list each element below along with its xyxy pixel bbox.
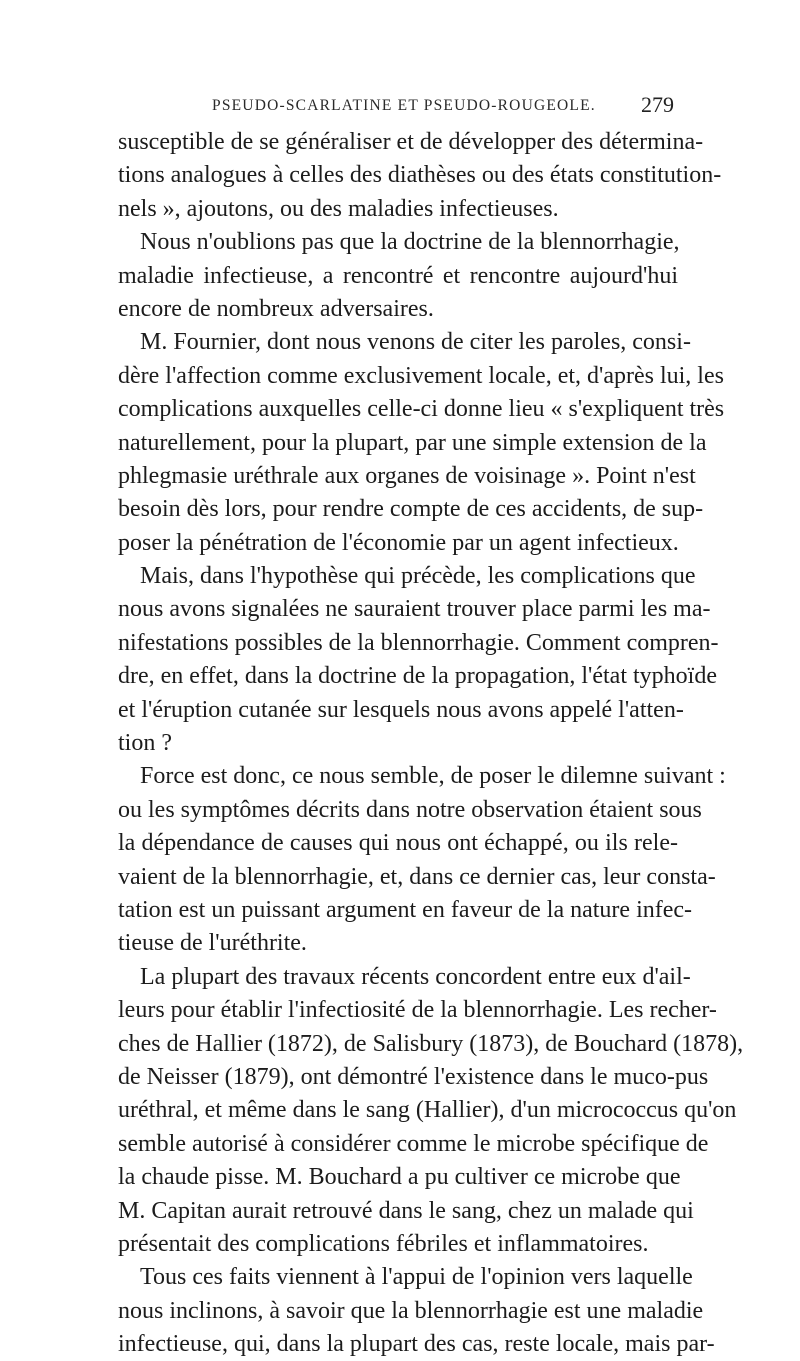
page-number: 279 (641, 92, 674, 117)
text-line: la dépendance de causes qui nous ont échappé, ou ils rele- (118, 830, 678, 857)
text-line: Force est donc, ce nous semble, de poser le dilemne suivant : (140, 763, 726, 790)
text-line: dre, en effet, dans la doctrine de la propagation, l'état typhoïde (118, 663, 717, 690)
text-line: dère l'affection comme exclusivement locale, et, d'après lui, les (118, 362, 724, 389)
text-line: poser la pénétration de l'économie par un agent infectieux. (118, 529, 679, 556)
text-line: ches de Hallier (1872), de Salisbury (1873), de Bouchard (1878), (118, 1030, 744, 1057)
text-line: présentait des complications fébriles et inflammatoires. (118, 1230, 649, 1257)
text-line: infectieuse, qui, dans la plupart des cas, reste locale, mais par- (118, 1331, 715, 1358)
text-line: tieuse de l'uréthrite. (118, 930, 307, 957)
text-line: nous avons signalées ne sauraient trouver place parmi les ma- (118, 596, 711, 623)
text-line: M. Capitan aurait retrouvé dans le sang, chez un malade qui (118, 1197, 694, 1224)
text-line: de Neisser (1879), ont démontré l'existence dans le muco-pus (118, 1063, 709, 1090)
text-line: leurs pour établir l'infectiosité de la blennorrhagie. Les recher- (118, 997, 717, 1024)
text-line: tion ? (118, 730, 172, 757)
text-line: encore de nombreux adversaires. (118, 295, 434, 322)
running-title: PSEUDO-SCARLATINE ET PSEUDO-ROUGEOLE. (212, 97, 596, 114)
text-line: tions analogues à celles des diathèses ou des états constitution- (118, 162, 722, 189)
text-line: et l'éruption cutanée sur lesquels nous avons appelé l'atten- (118, 696, 684, 723)
text-line: nifestations possibles de la blennorrhagie. Comment compren- (118, 629, 719, 656)
text-line: la chaude pisse. M. Bouchard a pu cultiver ce microbe que (118, 1164, 681, 1191)
text-line: uréthral, et même dans le sang (Hallier), d'un micrococcus qu'on (118, 1097, 737, 1124)
text-line: tation est un puissant argument en faveur de la nature infec- (118, 896, 693, 923)
text-line: ou les symptômes décrits dans notre observation étaient sous (118, 796, 702, 823)
text-line: nous inclinons, à savoir que la blennorrhagie est une maladie (118, 1297, 704, 1324)
text-line: besoin dès lors, pour rendre compte de ces accidents, de sup- (118, 496, 704, 523)
text-line: M. Fournier, dont nous venons de citer les paroles, consi- (140, 329, 691, 356)
text-line: vaient de la blennorrhagie, et, dans ce dernier cas, leur consta- (118, 863, 716, 890)
text-line: complications auxquelles celle-ci donne lieu « s'expliquent très (118, 396, 725, 423)
text-line: susceptible de se généraliser et de développer des détermina- (118, 129, 704, 155)
text-line: La plupart des travaux récents concordent entre eux d'ail- (140, 963, 691, 990)
text-line: Nous n'oublions pas que la doctrine de la blennorrhagie, (140, 229, 680, 256)
text-line: semble autorisé à considérer comme le microbe spécifique de (118, 1130, 709, 1157)
text-line: Mais, dans l'hypothèse qui précède, les complications que (140, 563, 696, 590)
body-text (118, 126, 744, 1361)
text-line: naturellement, pour la plupart, par une simple extension de la (118, 429, 707, 456)
text-line: phlegmasie uréthrale aux organes de voisinage ». Point n'est (118, 462, 696, 489)
text-line: nels », ajoutons, ou des maladies infectieuses. (118, 195, 559, 222)
text-line: maladie infectieuse, a rencontré et rencontre aujourd'hui (118, 262, 678, 289)
text-line: Tous ces faits viennent à l'appui de l'opinion vers laquelle (140, 1264, 693, 1291)
